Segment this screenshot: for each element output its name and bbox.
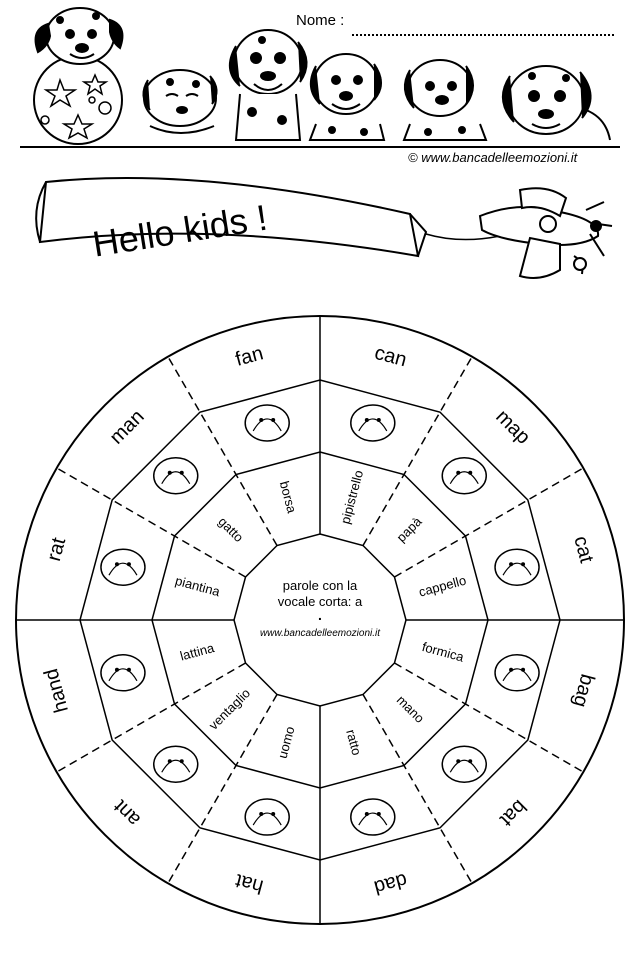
tow-rope (426, 234, 500, 240)
inner-word-piantina: piantina (173, 572, 222, 600)
inner-word-lattina: lattina (178, 640, 216, 664)
inner-word-cappello: cappello (417, 572, 468, 600)
hat-picture (154, 458, 198, 494)
outer-word-hand: hand (40, 666, 73, 715)
inner-word-mano: mano (393, 692, 428, 726)
airplane-icon (480, 188, 612, 278)
outer-word-cat: cat (569, 533, 598, 566)
outer-word-ant: ant (109, 795, 145, 831)
wheel-spoke (394, 468, 583, 577)
ant-picture (245, 405, 289, 441)
inner-word-formica: formica (420, 639, 466, 665)
puppy-smiling (310, 54, 384, 140)
inner-word-ratto: ratto (343, 727, 365, 757)
hand-picture (351, 405, 395, 441)
outer-word-bat: bat (495, 795, 531, 831)
banner (0, 160, 640, 300)
center-dot: . (318, 607, 322, 623)
fan-picture (495, 655, 539, 691)
header-divider (20, 146, 620, 148)
copyright-text: © www.bancadelleemozioni.it (408, 150, 578, 165)
inner-word-pipistrello: pipistrello (337, 468, 367, 526)
puppy-right (503, 66, 610, 140)
wheel-spoke (363, 357, 472, 546)
outer-word-rat: rat (42, 535, 71, 564)
inner-word-ventaglio: ventaglio (205, 685, 254, 733)
puppy-on-ball (34, 8, 122, 144)
cat-picture (245, 799, 289, 835)
inner-word-papà: papà (393, 513, 425, 545)
bat-picture (101, 655, 145, 691)
inner-word-borsa: borsa (276, 479, 300, 515)
bag-picture (154, 746, 198, 782)
word-wheel (0, 290, 640, 950)
center-text-line2: vocale corta: a (277, 594, 363, 609)
name-label: Nome : (296, 12, 345, 29)
header (0, 0, 640, 165)
can-picture (442, 746, 486, 782)
puppy-center (230, 30, 307, 140)
outer-word-map: map (491, 405, 535, 449)
inner-word-uomo: uomo (274, 724, 298, 761)
center-website: www.bancadelleemozioni.it (259, 628, 381, 639)
banner-title: Hello kids ! (89, 196, 271, 265)
name-field-line[interactable] (352, 34, 614, 36)
mother-child-picture (101, 549, 145, 585)
outer-word-bag: bag (568, 671, 599, 710)
puppy-sleeping (143, 70, 216, 133)
outer-word-can: can (372, 341, 410, 372)
mouse-picture (442, 458, 486, 494)
map-picture (351, 799, 395, 835)
puppy-resting (404, 60, 486, 140)
baby-picture (495, 549, 539, 585)
center-text-line1: parole con la (282, 578, 358, 593)
inner-word-gatto: gatto (215, 513, 247, 545)
outer-word-fan: fan (233, 342, 266, 371)
outer-word-dad: dad (371, 868, 410, 899)
outer-word-hat: hat (233, 869, 266, 898)
outer-word-man: man (105, 405, 149, 449)
